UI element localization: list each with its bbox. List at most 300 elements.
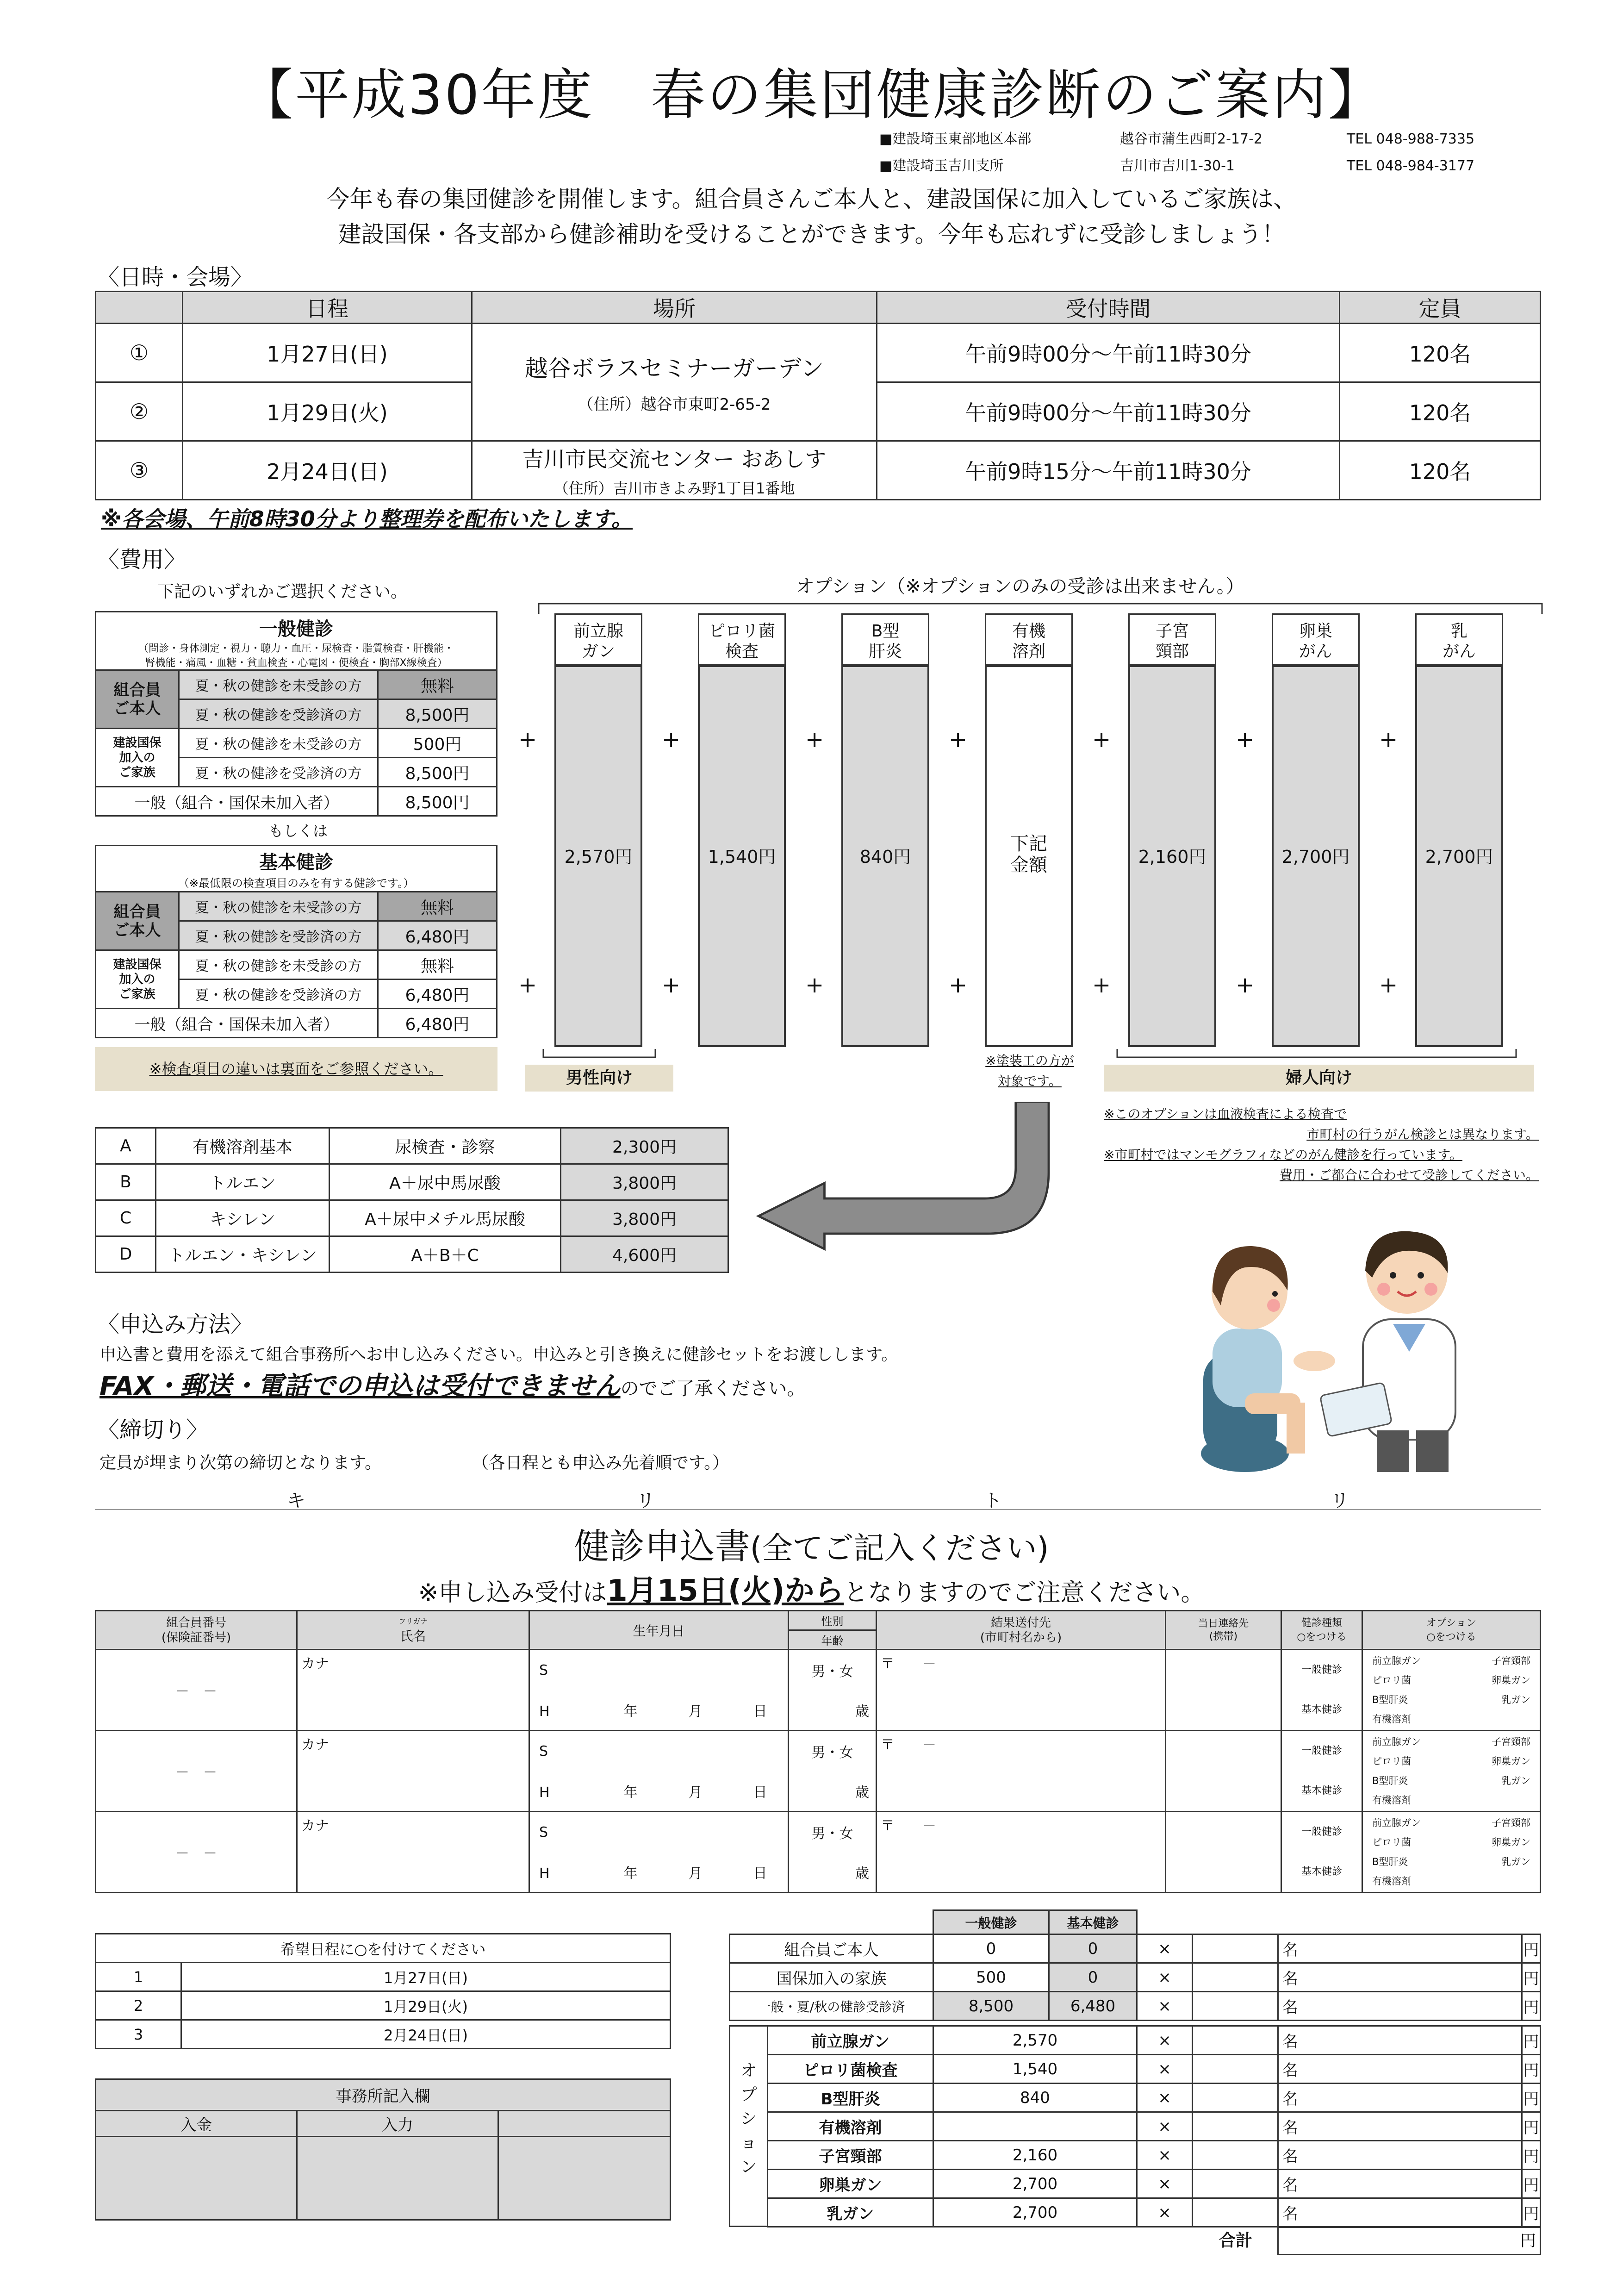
birth-era-h[interactable] <box>529 1771 789 1812</box>
name-field[interactable] <box>297 1731 529 1812</box>
row-time: 午前9時00分～午前11時30分 <box>877 324 1340 382</box>
total-label: 合計 <box>1219 2231 1252 2250</box>
contact-field[interactable] <box>1166 1731 1281 1812</box>
opt-cervical[interactable]: 子宮頸部 <box>1492 1817 1530 1828</box>
apply-warning-tail: のでご了承ください。 <box>620 1378 806 1399</box>
opt-calc-price: 1,540 <box>933 2055 1137 2084</box>
fee-value: 無料 <box>378 892 497 921</box>
blood-note-line: ※このオプションは血液検査による検査で <box>1104 1106 1347 1122</box>
header-sex: 性別 <box>789 1611 877 1630</box>
contact-field[interactable] <box>1166 1812 1281 1893</box>
solvent-name: トルエン・キシレン <box>156 1236 330 1273</box>
solvent-code: B <box>96 1164 156 1200</box>
opt-calc-name: 有機溶剤 <box>768 2112 933 2141</box>
basic-items: （※最低限の検査項目のみを有する健診です。） <box>178 876 415 890</box>
office-use-table <box>95 2078 671 2221</box>
member-label: 組合員 ご本人 <box>96 670 179 729</box>
fee-value: 無料 <box>378 950 497 980</box>
count-field[interactable] <box>1193 1963 1278 1992</box>
mei-label: 名 <box>1278 1992 1522 2021</box>
option-price: 2,700円 <box>1425 847 1493 867</box>
header-options: オプション ○をつける <box>1362 1611 1541 1650</box>
blank <box>1137 1910 1193 1934</box>
office-address: 吉川市吉川1-30-1 <box>1120 158 1235 174</box>
opt-solvent[interactable]: 有機溶剤 <box>1372 1795 1411 1806</box>
option-head-ovarian: 卵巣 がん <box>1272 613 1360 665</box>
office-east <box>879 126 1474 153</box>
plus-sign: + <box>1092 972 1111 998</box>
venue-koshigaya <box>472 324 877 441</box>
office-list <box>879 126 1474 180</box>
opt-calc-name: B型肝炎 <box>768 2084 933 2112</box>
office-use-title: 事務所記入欄 <box>96 2079 671 2111</box>
opt-pylori[interactable]: ピロリ菌 <box>1372 1837 1411 1848</box>
opt-hepatitis[interactable]: B型肝炎 <box>1372 1775 1408 1786</box>
cond-not-taken: 夏・秋の健診を未受診の方 <box>179 670 378 699</box>
option-label-text: オプション <box>740 2061 757 2177</box>
office-yoshikawa <box>879 153 1474 180</box>
sex-field[interactable]: 男・女 <box>789 1650 877 1691</box>
calc-col-general: 一般健診 <box>933 1910 1049 1934</box>
opt-hepatitis[interactable]: B型肝炎 <box>1372 1856 1408 1867</box>
kana-label: カナ <box>301 1656 329 1672</box>
solvent-price: 3,800円 <box>561 1200 728 1236</box>
opt-prostate[interactable]: 前立腺ガン <box>1372 1817 1421 1828</box>
plus-sign: + <box>518 727 537 753</box>
plus-sign: + <box>805 972 824 998</box>
plus-sign: + <box>949 727 968 753</box>
basic-title: 基本健診 <box>259 851 333 873</box>
plus-sign: + <box>518 972 537 998</box>
solvent-items: A＋尿中メチル馬尿酸 <box>330 1200 561 1236</box>
opt-calc-name: 前立腺ガン <box>768 2026 933 2055</box>
header-name-text: 氏名 <box>400 1628 426 1644</box>
birth-era-s[interactable]: S <box>529 1731 789 1772</box>
header-contact: 当日連絡先 (携帯) <box>1166 1611 1281 1650</box>
fee-value: 無料 <box>378 670 497 699</box>
mei-label: 名 <box>1278 1963 1522 1992</box>
apply-heading: 〈申込み方法〉 <box>97 1311 253 1337</box>
times: × <box>1137 2112 1193 2141</box>
form-title-main: 健診申込書 <box>574 1526 750 1567</box>
option-vertical-label <box>729 2025 768 2227</box>
opt-solvent[interactable]: 有機溶剤 <box>1372 1876 1411 1887</box>
basic-header <box>96 846 497 892</box>
plus-sign: + <box>1236 972 1255 998</box>
row-capacity: 120名 <box>1340 441 1541 500</box>
name-field[interactable] <box>297 1650 529 1731</box>
blank-field[interactable] <box>498 2137 671 2220</box>
opt-calc-name: 子宮頸部 <box>768 2141 933 2170</box>
day-label: 日 <box>753 1703 767 1720</box>
times: × <box>1137 1992 1193 2021</box>
col-date: 日程 <box>183 292 472 324</box>
calc-row-label: 一般・夏/秋の健診受診済 <box>730 1992 933 2021</box>
option-field[interactable] <box>1362 1812 1541 1893</box>
solvent-price-table <box>95 1127 729 1273</box>
schedule-note: ※各会場、午前8時30分より整理券を配布いたします。 <box>101 506 633 531</box>
opt-calc-name: ピロリ菌検査 <box>768 2055 933 2084</box>
plus-sign: + <box>949 972 968 998</box>
times: × <box>1137 2170 1193 2198</box>
diff-note-text: ※検査項目の違いは裏面をご参照ください。 <box>149 1060 443 1078</box>
cond-not-taken: 夏・秋の健診を未受診の方 <box>179 729 378 758</box>
opt-ovarian[interactable]: 卵巣ガン <box>1492 1675 1530 1686</box>
mei-label: 名 <box>1278 2198 1522 2227</box>
age-field[interactable]: 歳 <box>789 1771 877 1812</box>
wish-date[interactable]: 1月27日(日) <box>181 1963 671 1991</box>
opt-pylori[interactable]: ピロリ菌 <box>1372 1756 1411 1767</box>
blood-notes <box>1104 1104 1539 1185</box>
intro-text <box>0 181 1623 252</box>
form-notice <box>0 1567 1623 1610</box>
blank <box>1522 1910 1541 1934</box>
opt-cervical[interactable]: 子宮頸部 <box>1492 1655 1530 1666</box>
option-head-pylori: ピロリ菌 検査 <box>698 613 786 665</box>
type-basic[interactable]: 基本健診 <box>1301 1866 1342 1878</box>
fee-value: 6,480円 <box>378 1009 497 1038</box>
family-label: 建設国保 加入の ご家族 <box>96 950 179 1009</box>
send-to-field[interactable]: 〒 － <box>877 1650 1166 1731</box>
type-general[interactable]: 一般健診 <box>1301 1664 1342 1676</box>
form-title <box>0 1518 1623 1569</box>
count-field[interactable] <box>1193 2170 1278 2198</box>
col-capacity: 定員 <box>1340 292 1541 324</box>
option-price: 840円 <box>859 847 911 867</box>
year-label: 年 <box>623 1866 638 1882</box>
sex-field[interactable]: 男・女 <box>789 1812 877 1853</box>
mei-label: 名 <box>1278 2026 1522 2055</box>
month-label: 月 <box>688 1703 703 1720</box>
count-field[interactable] <box>1193 2141 1278 2170</box>
type-field[interactable] <box>1281 1812 1362 1893</box>
type-general[interactable]: 一般健診 <box>1301 1826 1342 1838</box>
option-note: オプション（※オプションのみの受診は出来ません。） <box>796 576 1244 597</box>
type-field[interactable] <box>1281 1650 1362 1731</box>
application-form-table <box>95 1610 1541 1893</box>
times: × <box>1137 2198 1193 2227</box>
office-tel: TEL 048-984-3177 <box>1347 158 1475 174</box>
cut-mark: ト <box>983 1490 1002 1511</box>
col-blank <box>498 2111 671 2137</box>
yen-label: 円 <box>1522 2112 1541 2141</box>
general-header <box>96 612 497 670</box>
calc-general: 8,500 <box>933 1992 1049 2021</box>
yen-label: 円 <box>1522 2141 1541 2170</box>
diff-note <box>95 1047 497 1091</box>
mei-label: 名 <box>1278 2055 1522 2084</box>
fee-value: 8,500円 <box>378 758 497 787</box>
yen-label: 円 <box>1522 2170 1541 2198</box>
deadline-text: 定員が埋まり次第の締切となります。 <box>99 1454 382 1472</box>
count-field[interactable] <box>1193 2055 1278 2084</box>
header-name <box>297 1611 529 1650</box>
count-field[interactable] <box>1193 1934 1278 1963</box>
office-name: ■建設埼玉吉川支所 <box>879 158 1004 174</box>
wish-no: 1 <box>96 1963 181 1991</box>
option-field[interactable] <box>1362 1731 1541 1812</box>
birth-era-h[interactable] <box>529 1690 789 1731</box>
arrow-icon <box>750 1102 1055 1254</box>
general-items: （問診・身体測定・視力・聴力・血圧・尿検査・脂質検査・肝機能・ <box>138 643 454 655</box>
header-member-no: 組合員番号 (保険証番号) <box>96 1611 297 1650</box>
option-price: 2,700円 <box>1281 847 1350 867</box>
plus-sign: + <box>1379 972 1398 998</box>
form-title-sub: (全てご記入ください) <box>750 1530 1049 1566</box>
apply-text: 申込書と費用を添えて組合事務所へお申し込みください。申込みと引き換えに健診セットをお渡しします。 <box>99 1345 898 1364</box>
plus-sign: + <box>1379 727 1398 753</box>
opt-pylori[interactable]: ピロリ菌 <box>1372 1675 1411 1686</box>
opt-hepatitis[interactable]: B型肝炎 <box>1372 1694 1408 1705</box>
opt-cervical[interactable]: 子宮頸部 <box>1492 1736 1530 1747</box>
basic-fee-table <box>95 845 497 1038</box>
month-label: 月 <box>688 1866 703 1882</box>
row-capacity: 120名 <box>1340 382 1541 441</box>
age-field[interactable]: 歳 <box>789 1690 877 1731</box>
mei-label: 名 <box>1278 2084 1522 2112</box>
header-send-to: 結果送付先 (市町村名から) <box>877 1611 1166 1650</box>
other-label: 一般（組合・国保未加入者） <box>96 787 378 816</box>
option-head-cervical: 子宮 頸部 <box>1128 613 1216 665</box>
schedule-heading: 〈日時・会場〉 <box>97 264 253 290</box>
family-label: 建設国保 加入の ご家族 <box>96 729 179 787</box>
solvent-code: A <box>96 1128 156 1164</box>
plus-sign: + <box>805 727 824 753</box>
type-field[interactable] <box>1281 1731 1362 1812</box>
apply-warning <box>99 1366 806 1403</box>
yen-label: 円 <box>1522 1963 1541 1992</box>
wish-no: 3 <box>96 2020 181 2049</box>
kana-label: カナ <box>301 1737 329 1753</box>
count-field[interactable] <box>1193 2084 1278 2112</box>
opt-calc-price: 2,570 <box>933 2026 1137 2055</box>
schedule-table <box>95 291 1541 500</box>
option-price: 2,160円 <box>1138 847 1206 867</box>
notice-text: となりますのでご注意ください。 <box>844 1579 1205 1607</box>
type-basic[interactable]: 基本健診 <box>1301 1785 1342 1797</box>
male-label: 男性向け <box>525 1065 673 1092</box>
member-label: 組合員 ご本人 <box>96 892 179 950</box>
calc-basic: 6,480 <box>1049 1992 1137 2021</box>
option-price: 下記 金額 <box>1010 833 1047 876</box>
blood-note-line: ※市町村ではマンモグラフィなどのがん健診を行っています。 <box>1104 1147 1462 1162</box>
year-label: 年 <box>623 1784 638 1801</box>
calc-general: 0 <box>933 1934 1049 1963</box>
yen-label: 円 <box>1522 2198 1541 2227</box>
other-label: 一般（組合・国保未加入者） <box>96 1009 378 1038</box>
calc-basic: 0 <box>1049 1934 1137 1963</box>
or-label: もしくは <box>268 822 328 840</box>
intro-line: 建設国保・各支部から健診補助を受けることができます。今年も忘れずに受診しましょう！ <box>338 221 1285 248</box>
header-birth: 生年月日 <box>529 1611 789 1650</box>
opt-calc-price: 2,160 <box>933 2141 1137 2170</box>
venue-yoshikawa <box>472 441 877 500</box>
opt-breast[interactable]: 乳ガン <box>1501 1775 1530 1786</box>
solvent-code: C <box>96 1200 156 1236</box>
col-entry: 入力 <box>297 2111 498 2137</box>
wish-date[interactable]: 2月24日(日) <box>181 2020 671 2049</box>
general-title: 一般健診 <box>259 618 333 640</box>
solvent-code: D <box>96 1236 156 1273</box>
row-time: 午前9時00分～午前11時30分 <box>877 382 1340 441</box>
birth-era-h[interactable] <box>529 1852 789 1893</box>
count-field[interactable] <box>1193 2198 1278 2227</box>
row-no: ① <box>96 324 183 382</box>
yen-label: 円 <box>1522 2055 1541 2084</box>
opt-calc-name: 乳ガン <box>768 2198 933 2227</box>
opt-calc-price <box>933 2112 1137 2141</box>
solvent-name: キシレン <box>156 1200 330 1236</box>
contact-field[interactable] <box>1166 1650 1281 1731</box>
opt-prostate[interactable]: 前立腺ガン <box>1372 1655 1421 1666</box>
send-to-field[interactable]: 〒 － <box>877 1731 1166 1812</box>
member-no-field[interactable]: － － <box>96 1731 297 1812</box>
venue-name: 吉川市民交流センター おあしす <box>522 447 827 472</box>
notice-text: ※申し込み受付は <box>418 1579 607 1607</box>
blank <box>730 1910 933 1934</box>
blank <box>1193 1910 1278 1934</box>
member-no-field[interactable]: － － <box>96 1812 297 1893</box>
sex-field[interactable]: 男・女 <box>789 1731 877 1772</box>
opt-breast[interactable]: 乳ガン <box>1501 1694 1530 1705</box>
member-no-field[interactable]: － － <box>96 1650 297 1731</box>
row-no: ③ <box>96 441 183 500</box>
general-items: 腎機能・痛風・血糖・貧血検査・心電図・便検査・胸部X線検査） <box>145 657 448 669</box>
fee-calc-table <box>729 1909 1541 2021</box>
cond-taken: 夏・秋の健診を受診済の方 <box>179 980 378 1009</box>
page-title: 【平成30年度 春の集団健康診断のご案内】 <box>238 63 1385 127</box>
calc-basic: 0 <box>1049 1963 1137 1992</box>
times: × <box>1137 2055 1193 2084</box>
payment-field[interactable] <box>96 2137 297 2220</box>
times: × <box>1137 1963 1193 1992</box>
opt-calc-price: 840 <box>933 2084 1137 2112</box>
doctor-patient-illustration <box>1175 1213 1481 1481</box>
fee-value: 6,480円 <box>378 980 497 1009</box>
option-calc-table <box>767 2025 1541 2227</box>
option-field[interactable] <box>1362 1650 1541 1731</box>
blood-note-line: 費用・ご都合に合わせて受診してください。 <box>1279 1167 1539 1183</box>
year-label: 年 <box>623 1703 638 1720</box>
solvent-price: 3,800円 <box>561 1164 728 1200</box>
entry-field[interactable] <box>297 2137 498 2220</box>
office-name: ■建設埼玉東部地区本部 <box>879 131 1032 147</box>
col-no <box>96 292 183 324</box>
option-head-prostate: 前立腺 ガン <box>554 613 642 665</box>
times: × <box>1137 2141 1193 2170</box>
calc-row-label: 国保加入の家族 <box>730 1963 933 1992</box>
cut-mark: リ <box>1331 1490 1349 1511</box>
mei-label: 名 <box>1278 2112 1522 2141</box>
blank <box>1278 1910 1522 1934</box>
office-address: 越谷市蒲生西町2-17-2 <box>1120 131 1262 147</box>
opt-ovarian[interactable]: 卵巣ガン <box>1492 1837 1530 1848</box>
cut-mark: キ <box>287 1490 305 1511</box>
plus-sign: + <box>1092 727 1111 753</box>
solvent-items: 尿検査・診察 <box>330 1128 561 1164</box>
solvent-note: ※塗装工の方が 対象です。 <box>985 1053 1074 1089</box>
row-date: 1月29日(火) <box>183 382 472 441</box>
birth-era-s[interactable]: S <box>529 1812 789 1853</box>
male-bracket <box>541 1047 657 1066</box>
blood-note-line: 市町村の行うがん検診とは異なります。 <box>1306 1127 1539 1142</box>
solvent-name: 有機溶剤基本 <box>156 1128 330 1164</box>
option-head-breast: 乳 がん <box>1415 613 1503 665</box>
mei-label: 名 <box>1278 1934 1522 1963</box>
type-basic[interactable]: 基本健診 <box>1301 1704 1342 1716</box>
cond-not-taken: 夏・秋の健診を未受診の方 <box>179 950 378 980</box>
solvent-items: A＋B＋C <box>330 1236 561 1273</box>
fee-value: 8,500円 <box>378 699 497 729</box>
venue-address: （住所）越谷市東町2-65-2 <box>578 395 771 414</box>
opt-calc-name: 卵巣ガン <box>768 2170 933 2198</box>
send-to-field[interactable]: 〒 － <box>877 1812 1166 1893</box>
apply-warning-bold: FAX・郵送・電話での申込は受付できません <box>99 1371 621 1401</box>
count-field[interactable] <box>1193 2112 1278 2141</box>
age-field[interactable]: 歳 <box>789 1852 877 1893</box>
kana-label: カナ <box>301 1818 329 1834</box>
opt-calc-price: 2,700 <box>933 2170 1137 2198</box>
opt-breast[interactable]: 乳ガン <box>1501 1856 1530 1867</box>
fee-value: 500円 <box>378 729 497 758</box>
notice-date: 1月15日(火)から <box>607 1574 844 1608</box>
times: × <box>1137 2026 1193 2055</box>
col-time: 受付時間 <box>877 292 1340 324</box>
wish-date[interactable]: 1月29日(火) <box>181 1991 671 2020</box>
count-field[interactable] <box>1193 1992 1278 2021</box>
solvent-price: 4,600円 <box>561 1236 728 1273</box>
calc-general: 500 <box>933 1963 1049 1992</box>
row-time: 午前9時15分～午前11時30分 <box>877 441 1340 500</box>
name-field[interactable] <box>297 1812 529 1893</box>
yen-label: 円 <box>1522 1992 1541 2021</box>
birth-era-s[interactable]: S <box>529 1650 789 1691</box>
header-furigana: フリガナ <box>398 1617 428 1626</box>
header-type: 健診種類 ○をつける <box>1281 1611 1362 1650</box>
cut-line <box>95 1509 1541 1510</box>
times: × <box>1137 2084 1193 2112</box>
deadline-heading: 〈締切り〉 <box>97 1417 209 1443</box>
fees-heading: 〈費用〉 <box>97 547 187 573</box>
option-price: 2,570円 <box>564 847 633 867</box>
cut-mark: リ <box>636 1490 655 1511</box>
era-h: H <box>539 1784 550 1801</box>
general-fee-table <box>95 611 497 817</box>
opt-calc-price: 2,700 <box>933 2198 1137 2227</box>
plus-sign: + <box>1236 727 1255 753</box>
day-label: 日 <box>753 1784 767 1801</box>
count-field[interactable] <box>1193 2026 1278 2055</box>
calc-row-label: 組合員ご本人 <box>730 1934 933 1963</box>
option-price: 1,540円 <box>708 847 776 867</box>
opt-prostate[interactable]: 前立腺ガン <box>1372 1736 1421 1747</box>
opt-ovarian[interactable]: 卵巣ガン <box>1492 1756 1530 1767</box>
plus-sign: + <box>662 972 681 998</box>
solvent-price: 2,300円 <box>561 1128 728 1164</box>
venue-address: （住所）吉川市きよみ野1丁目1番地 <box>553 480 795 497</box>
option-head-hepatitis: B型 肝炎 <box>841 613 929 665</box>
cond-taken: 夏・秋の健診を受診済の方 <box>179 699 378 729</box>
row-date: 2月24日(日) <box>183 441 472 500</box>
cond-not-taken: 夏・秋の健診を未受診の方 <box>179 892 378 921</box>
yen-label: 円 <box>1522 2026 1541 2055</box>
type-general[interactable]: 一般健診 <box>1301 1745 1342 1757</box>
cond-taken: 夏・秋の健診を受診済の方 <box>179 921 378 950</box>
opt-solvent[interactable]: 有機溶剤 <box>1372 1714 1411 1725</box>
era-h: H <box>539 1866 550 1882</box>
wish-no: 2 <box>96 1991 181 2020</box>
total-field[interactable]: 円 <box>1277 2227 1541 2255</box>
